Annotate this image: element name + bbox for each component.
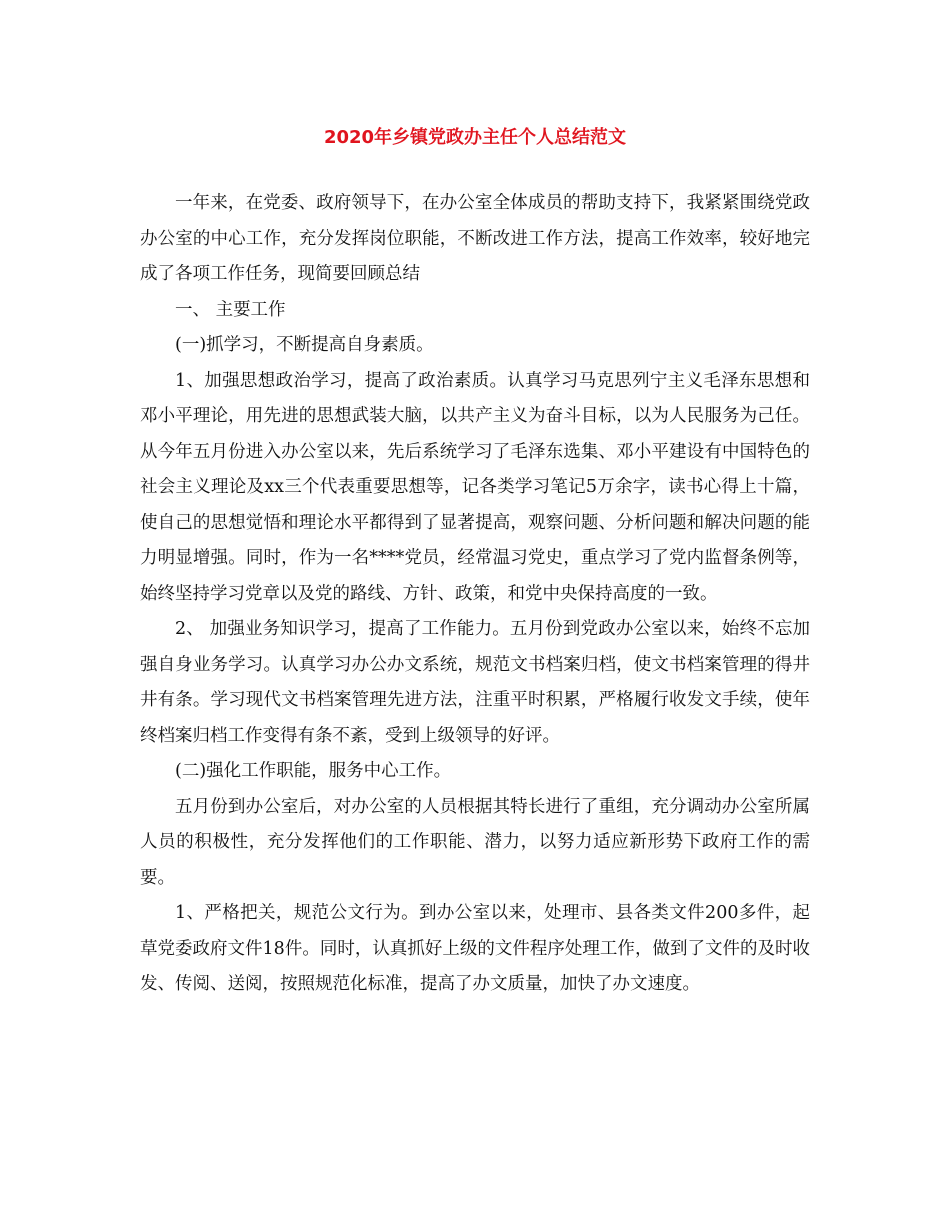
paragraph-office-reorganization: 五月份到办公室后，对办公室的人员根据其特长进行了重组，充分调动办公室所属人员的积极性，充分发挥他们的工作职能、潜力，以努力适应新形势下政府工作的需要。 bbox=[140, 796, 810, 888]
paragraph-business-study: 2、 加强业务知识学习，提高了工作能力。五月份到党政办公室以来，始终不忘加强自身业务学习。认真学习办公办文系统，规范文书档案归档，使文书档案管理的得井井有条。学习现代文书档案管理先进方法，注重平时积累，严格履行收发文手续，使年终档案归档工作变得有条不紊，受到上级领导的好评。 bbox=[140, 619, 810, 746]
subheading-study: (一)抓学习，不断提高自身素质。 bbox=[175, 335, 434, 355]
paragraph-document-handling: 1、严格把关，规范公文行为。到办公室以来，处理市、县各类文件200多件，起草党委政府文件18件。同时，认真抓好上级的文件程序处理工作，做到了文件的及时收发、传阅、送阅，按照规范化标准，提高了办文质量，加快了办文速度。 bbox=[140, 903, 810, 994]
paragraph-intro: 一年来，在党委、政府领导下，在办公室全体成员的帮助支持下，我紧紧围绕党政办公室的中心工作，充分发挥岗位职能，不断改进工作方法，提高工作效率，较好地完成了各项工作任务，现简要回顾总结 bbox=[140, 193, 810, 284]
paragraph-political-study: 1、加强思想政治学习，提高了政治素质。认真学习马克思列宁主义毛泽东思想和邓小平理论，用先进的思想武装大脑，以共产主义为奋斗目标，以为人民服务为己任。从今年五月份进入办公室以来，先后系统学习了毛泽东选集、邓小平建设有中国特色的社会主义理论及xx三个代表重要思想等，记各类学习笔记5万余字，读书心得上十篇，使自己的思想觉悟和理论水平都得到了显著提高，观察问题、分析问题和解决问题的能力明显增强。同时，作为一名****党员，经常温习党史，重点学习了党内监督条例等，始终坚持学习党章以及党的路线、方针、政策，和党中央保持高度的一致。 bbox=[140, 370, 810, 604]
document-body bbox=[140, 186, 810, 1003]
subheading-functions: (二)强化工作职能，服务中心工作。 bbox=[175, 761, 452, 781]
section-heading-main-work: 一、 主要工作 bbox=[175, 299, 286, 320]
document-title: 2020年乡镇党政办主任个人总结范文 bbox=[323, 127, 627, 148]
